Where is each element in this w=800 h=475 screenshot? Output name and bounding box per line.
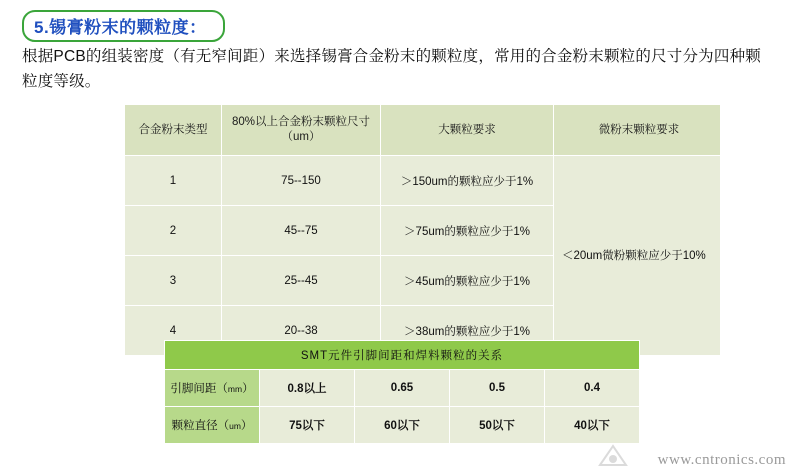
cell-diameter-value: 50以下 [450, 407, 545, 444]
cell-pitch-value: 0.8以上 [260, 370, 355, 407]
body-paragraph: 根据PCB的组装密度（有无窄间距）来选择锡膏合金粉末的颗粒度，常用的合金粉末颗粒的尺寸分为四种颗粒度等级。 [22, 48, 761, 90]
table-row [125, 156, 721, 206]
cell-large: ＞75um的颗粒应少于1% [381, 206, 554, 256]
cell-diameter-value: 40以下 [545, 407, 640, 444]
cell-size: 20--38 [222, 306, 381, 356]
header-alloy-type: 合金粉末类型 [125, 105, 222, 156]
table-row [165, 370, 640, 407]
table-header-row [125, 105, 721, 156]
section-heading [22, 10, 492, 36]
bottom-table-title-row [165, 341, 640, 370]
row-label-tail: ） [242, 383, 254, 395]
header-particle-size: 80%以上合金粉末颗粒尺寸（um） [222, 105, 381, 156]
row-label-pitch [165, 370, 260, 407]
table-row [165, 407, 640, 444]
header-large-particle: 大颗粒要求 [381, 105, 554, 156]
heading-label: 5.锡膏粉末的颗粒度： [34, 18, 207, 37]
cell-large: ＞150um的颗粒应少于1% [381, 156, 554, 206]
cell-diameter-value: 60以下 [355, 407, 450, 444]
row-label-unit: mm [227, 384, 243, 394]
bottom-table-title: SMT元件引脚间距和焊料颗粒的关系 [165, 341, 640, 370]
cell-pitch-value: 0.5 [450, 370, 545, 407]
cell-type: 1 [125, 156, 222, 206]
heading-pill [22, 10, 225, 42]
cell-type: 2 [125, 206, 222, 256]
row-label-text: 颗粒直径（ [171, 420, 230, 432]
cell-size: 75--150 [222, 156, 381, 206]
cell-fine-powder: ＜20um微粉颗粒应少于10% [554, 156, 721, 356]
row-label-unit: um [229, 421, 241, 431]
cell-large: ＞45um的颗粒应少于1% [381, 256, 554, 306]
cell-size: 45--75 [222, 206, 381, 256]
cell-type: 4 [125, 306, 222, 356]
watermark-logo-icon [596, 443, 630, 473]
cell-type: 3 [125, 256, 222, 306]
cell-large: ＞38um的颗粒应少于1% [381, 306, 554, 356]
row-label-text: 引脚间距（ [170, 383, 228, 395]
cell-diameter-value: 75以下 [260, 407, 355, 444]
row-label-tail: ） [240, 420, 253, 432]
cell-size: 25--45 [222, 256, 381, 306]
cell-pitch-value: 0.4 [545, 370, 640, 407]
alloy-powder-table [124, 104, 721, 356]
watermark-text: www.cntronics.com [657, 452, 786, 468]
pitch-particle-table [164, 340, 640, 444]
header-fine-powder: 微粉末颗粒要求 [554, 105, 721, 156]
cell-pitch-value: 0.65 [355, 370, 450, 407]
row-label-diameter [165, 407, 260, 444]
